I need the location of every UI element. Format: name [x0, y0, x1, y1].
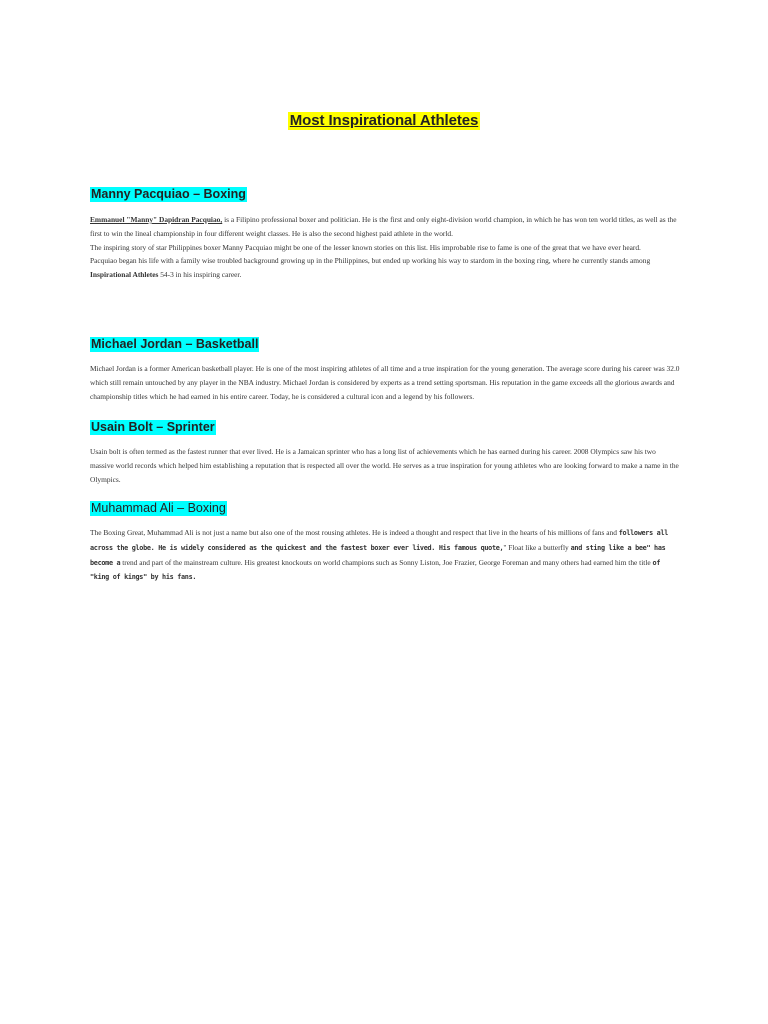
paragraph: The inspiring story of star Philippines boxer Manny Pacquiao might be one of the lesser known stories on this list. His improbable rise to fame is one of the great that we have ever heard.: [90, 242, 641, 252]
section-bolt: [90, 419, 680, 486]
bold-phrase: Inspirational Athletes: [90, 270, 159, 280]
section-pacquiao: [90, 186, 680, 282]
section-heading-pacquiao: Manny Pacquiao – Boxing: [91, 187, 246, 201]
paragraph: Michael Jordan is a former American basketball player. He is one of the most inspiring athletes of all time and a true inspiration for the young generation. The average score during his career was 32.0 which still remain untouched by any player in the NBA industry. Michael Jordan is considered by experts as a trend setting sportsman. His reputation in the game exceeds all the glorious awards and championship titles which he had earned in his entire career. Today, he is considered a cultural icon and a legend by his followers.: [90, 364, 680, 401]
section-heading-ali: Muhammad Ali – Boxing: [91, 501, 226, 515]
athlete-full-name: Emmanuel "Manny" Dapidran Pacquiao,: [90, 215, 223, 224]
section-heading-jordan: Michael Jordan – Basketball: [91, 337, 259, 351]
paragraph: The Boxing Great, Muhammad Ali is not just a name but also one of the most rousing athletes. He is indeed a thought and respect that live in the hearts of his millions of fans and followers all across the globe. He is widely considered as the quickest and the fastest boxer ever lived. His famous quote," Float like a butterfly and sting like a bee" has become a trend and part of the mainstream culture. His greatest knockouts on world champions such as Sonny Liston, Joe Frazier, George Foreman and many others had earned him the title of "king of kings" by his fans.: [90, 528, 669, 582]
section-body-bolt: [90, 445, 680, 486]
section-body-pacquiao: [90, 213, 680, 282]
paragraph: Emmanuel "Manny" Dapidran Pacquiao, is a Filipino professional boxer and politician. He is the first and only eight-division world champion, in which he has won ten world titles, as well as the first to win the lineal championship in four different weight classes. He is also the second highest paid athlete in the world.: [90, 215, 677, 238]
section-ali: [90, 500, 680, 585]
section-body-ali: [90, 526, 680, 585]
section-jordan: [90, 336, 680, 403]
paragraph: Pacquiao began his life with a family wise troubled background growing up in the Philippines, but ended up working his way to stardom in the boxing ring, where he currently stands among Inspirational Athletes 54-3 in his inspiring career.: [90, 256, 651, 280]
page-title: [0, 112, 768, 129]
section-body-jordan: [90, 362, 680, 403]
section-heading-bolt: Usain Bolt – Sprinter: [91, 420, 215, 434]
paragraph: Usain bolt is often termed as the fastest runner that ever lived. He is a Jamaican sprinter who has a long list of achievements which he has earned during his career. 2008 Olympics saw his two massive world records which helped him establishing a reputation that is respected all over the world. He serves as a true inspiration for young athletes who are looking forward to make a name in the Olympics.: [90, 447, 679, 484]
page-title-text: Most Inspirational Athletes: [289, 112, 479, 129]
